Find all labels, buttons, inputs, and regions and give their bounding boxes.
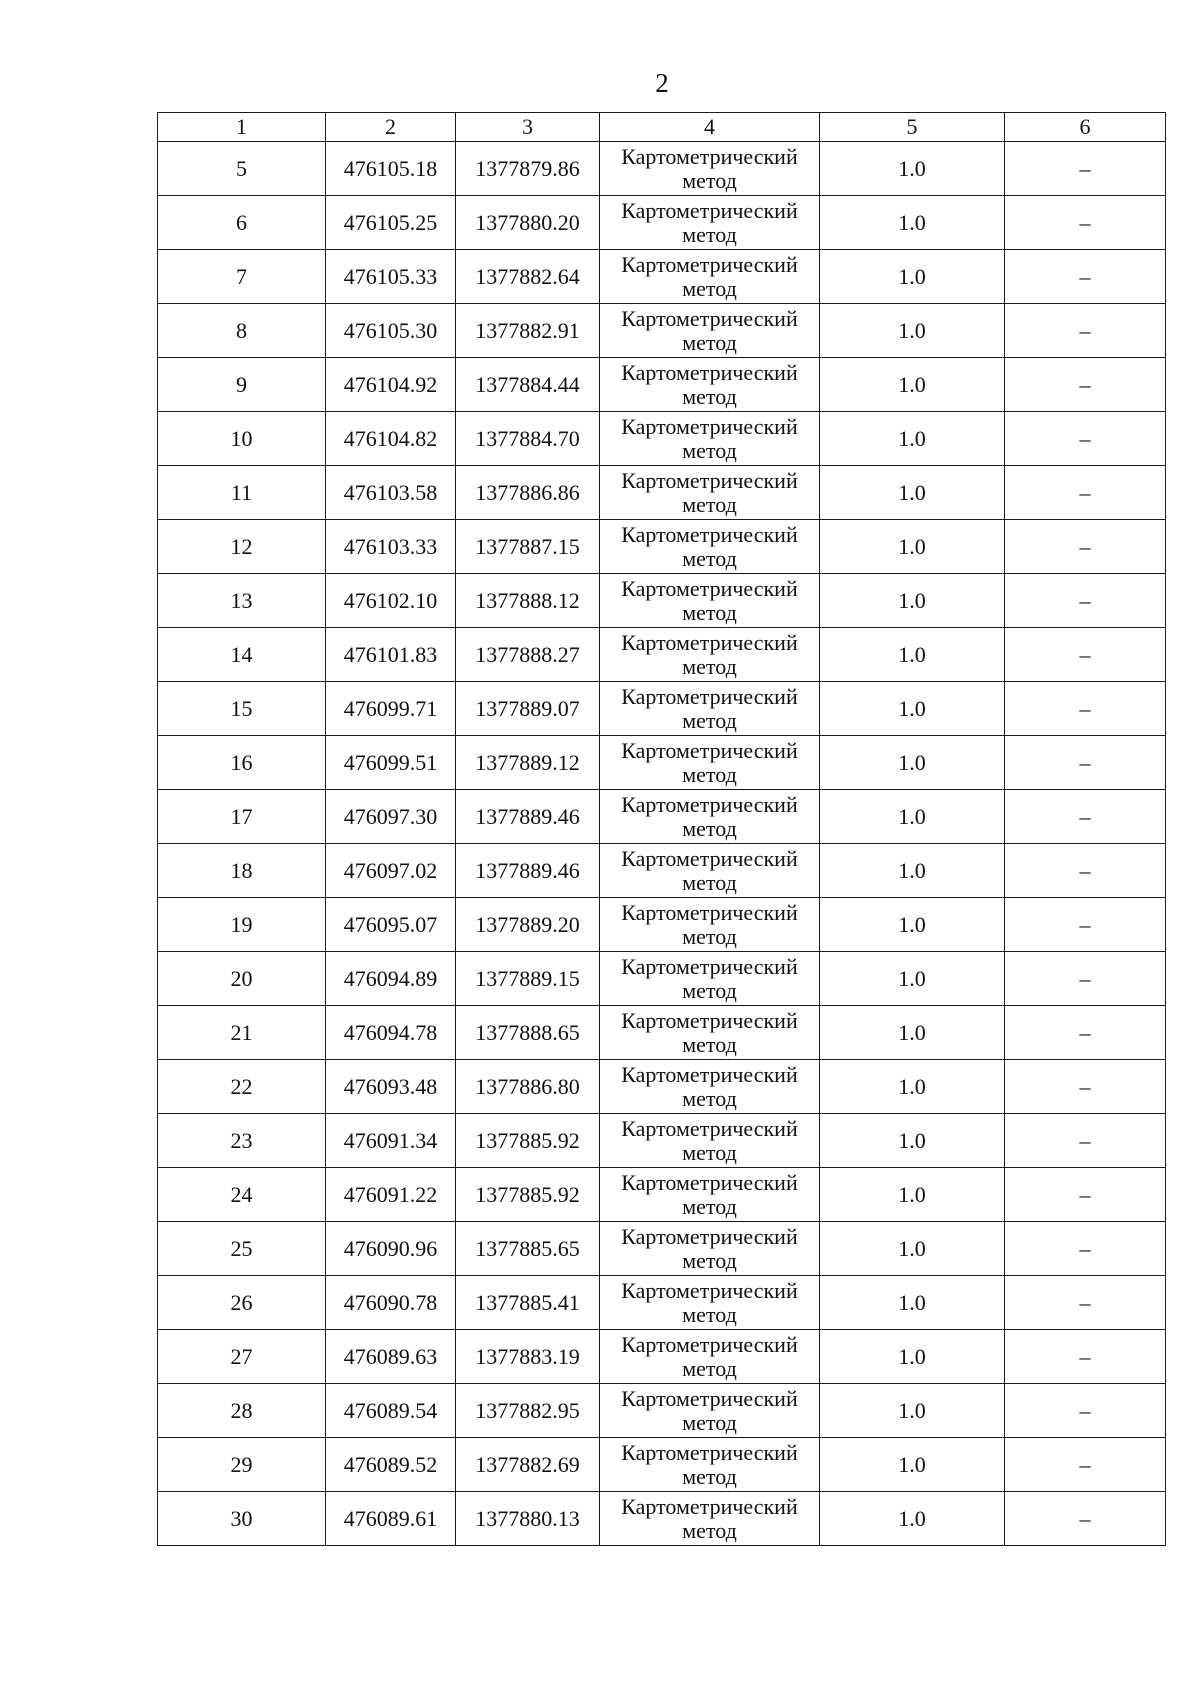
method-cell xyxy=(600,304,820,358)
accuracy-cell: 1.0 xyxy=(820,628,1005,682)
accuracy-cell: 1.0 xyxy=(820,898,1005,952)
table-row xyxy=(158,412,1166,466)
method-text-line: метод xyxy=(682,491,737,517)
point-number-cell: 28 xyxy=(158,1384,326,1438)
accuracy-cell: 1.0 xyxy=(820,1168,1005,1222)
accuracy-cell: 1.0 xyxy=(820,790,1005,844)
method-text-line: Картометрический xyxy=(621,305,798,331)
x-coordinate-cell: 476105.30 xyxy=(326,304,456,358)
table-row xyxy=(158,574,1166,628)
method-cell xyxy=(600,1060,820,1114)
accuracy-cell: 1.0 xyxy=(820,574,1005,628)
method-text-line: метод xyxy=(682,653,737,679)
y-coordinate-cell: 1377885.92 xyxy=(456,1168,600,1222)
table-row xyxy=(158,466,1166,520)
method-cell xyxy=(600,898,820,952)
method-text-line: Картометрический xyxy=(621,251,798,277)
x-coordinate-cell: 476099.71 xyxy=(326,682,456,736)
note-cell: – xyxy=(1005,1006,1166,1060)
note-cell: – xyxy=(1005,1168,1166,1222)
method-cell xyxy=(600,1330,820,1384)
table-row xyxy=(158,250,1166,304)
method-text-line: Картометрический xyxy=(621,1385,798,1411)
y-coordinate-cell: 1377887.15 xyxy=(456,520,600,574)
column-header-5: 5 xyxy=(820,113,1005,142)
accuracy-cell: 1.0 xyxy=(820,736,1005,790)
method-text-line: Картометрический xyxy=(621,197,798,223)
table-row xyxy=(158,736,1166,790)
method-text-line: метод xyxy=(682,1247,737,1273)
x-coordinate-cell: 476093.48 xyxy=(326,1060,456,1114)
method-text-line: метод xyxy=(682,1139,737,1165)
method-text-line: Картометрический xyxy=(621,359,798,385)
note-cell: – xyxy=(1005,628,1166,682)
table-row xyxy=(158,196,1166,250)
method-text-line: метод xyxy=(682,1193,737,1219)
x-coordinate-cell: 476097.30 xyxy=(326,790,456,844)
y-coordinate-cell: 1377889.46 xyxy=(456,844,600,898)
point-number-cell: 14 xyxy=(158,628,326,682)
x-coordinate-cell: 476099.51 xyxy=(326,736,456,790)
method-cell xyxy=(600,250,820,304)
accuracy-cell: 1.0 xyxy=(820,1060,1005,1114)
y-coordinate-cell: 1377886.80 xyxy=(456,1060,600,1114)
method-text-line: метод xyxy=(682,1463,737,1489)
method-cell xyxy=(600,1114,820,1168)
method-text-line: метод xyxy=(682,707,737,733)
point-number-cell: 25 xyxy=(158,1222,326,1276)
method-text-line: Картометрический xyxy=(621,1277,798,1303)
accuracy-cell: 1.0 xyxy=(820,1276,1005,1330)
accuracy-cell: 1.0 xyxy=(820,358,1005,412)
accuracy-cell: 1.0 xyxy=(820,952,1005,1006)
method-text-line: Картометрический xyxy=(621,1007,798,1033)
table-row xyxy=(158,1492,1166,1546)
accuracy-cell: 1.0 xyxy=(820,412,1005,466)
note-cell: – xyxy=(1005,412,1166,466)
x-coordinate-cell: 476102.10 xyxy=(326,574,456,628)
y-coordinate-cell: 1377885.65 xyxy=(456,1222,600,1276)
method-cell xyxy=(600,412,820,466)
method-cell xyxy=(600,142,820,196)
method-text-line: Картометрический xyxy=(621,1223,798,1249)
y-coordinate-cell: 1377889.46 xyxy=(456,790,600,844)
table-row xyxy=(158,1168,1166,1222)
y-coordinate-cell: 1377880.13 xyxy=(456,1492,600,1546)
note-cell: – xyxy=(1005,520,1166,574)
x-coordinate-cell: 476095.07 xyxy=(326,898,456,952)
method-text-line: метод xyxy=(682,383,737,409)
y-coordinate-cell: 1377884.44 xyxy=(456,358,600,412)
y-coordinate-cell: 1377885.41 xyxy=(456,1276,600,1330)
method-cell xyxy=(600,682,820,736)
table-row xyxy=(158,844,1166,898)
point-number-cell: 6 xyxy=(158,196,326,250)
method-cell xyxy=(600,1384,820,1438)
accuracy-cell: 1.0 xyxy=(820,520,1005,574)
column-header-1: 1 xyxy=(158,113,326,142)
y-coordinate-cell: 1377882.91 xyxy=(456,304,600,358)
header-row xyxy=(158,113,1166,142)
table-row xyxy=(158,358,1166,412)
table-row xyxy=(158,1330,1166,1384)
method-text-line: метод xyxy=(682,545,737,571)
method-text-line: Картометрический xyxy=(621,1439,798,1465)
method-cell xyxy=(600,952,820,1006)
point-number-cell: 8 xyxy=(158,304,326,358)
method-cell xyxy=(600,1438,820,1492)
method-text-line: метод xyxy=(682,1085,737,1111)
method-text-line: метод xyxy=(682,1409,737,1435)
method-cell xyxy=(600,358,820,412)
column-header-4: 4 xyxy=(600,113,820,142)
table-row xyxy=(158,952,1166,1006)
point-number-cell: 9 xyxy=(158,358,326,412)
accuracy-cell: 1.0 xyxy=(820,142,1005,196)
y-coordinate-cell: 1377882.95 xyxy=(456,1384,600,1438)
method-text-line: Картометрический xyxy=(621,899,798,925)
note-cell: – xyxy=(1005,1276,1166,1330)
accuracy-cell: 1.0 xyxy=(820,196,1005,250)
method-text-line: Картометрический xyxy=(621,143,798,169)
accuracy-cell: 1.0 xyxy=(820,1438,1005,1492)
note-cell: – xyxy=(1005,196,1166,250)
note-cell: – xyxy=(1005,304,1166,358)
table-row xyxy=(158,1438,1166,1492)
method-cell xyxy=(600,736,820,790)
x-coordinate-cell: 476089.63 xyxy=(326,1330,456,1384)
accuracy-cell: 1.0 xyxy=(820,1114,1005,1168)
point-number-cell: 13 xyxy=(158,574,326,628)
point-number-cell: 16 xyxy=(158,736,326,790)
method-text-line: Картометрический xyxy=(621,1115,798,1141)
method-cell xyxy=(600,1006,820,1060)
y-coordinate-cell: 1377880.20 xyxy=(456,196,600,250)
accuracy-cell: 1.0 xyxy=(820,682,1005,736)
accuracy-cell: 1.0 xyxy=(820,1384,1005,1438)
note-cell: – xyxy=(1005,682,1166,736)
method-cell xyxy=(600,1276,820,1330)
method-text-line: метод xyxy=(682,221,737,247)
note-cell: – xyxy=(1005,1114,1166,1168)
x-coordinate-cell: 476091.22 xyxy=(326,1168,456,1222)
method-text-line: Картометрический xyxy=(621,845,798,871)
method-text-line: метод xyxy=(682,923,737,949)
point-number-cell: 10 xyxy=(158,412,326,466)
table-row xyxy=(158,1114,1166,1168)
method-text-line: Картометрический xyxy=(621,1493,798,1519)
method-text-line: метод xyxy=(682,1355,737,1381)
method-text-line: метод xyxy=(682,167,737,193)
y-coordinate-cell: 1377889.20 xyxy=(456,898,600,952)
note-cell: – xyxy=(1005,898,1166,952)
accuracy-cell: 1.0 xyxy=(820,304,1005,358)
accuracy-cell: 1.0 xyxy=(820,1330,1005,1384)
y-coordinate-cell: 1377885.92 xyxy=(456,1114,600,1168)
y-coordinate-cell: 1377882.69 xyxy=(456,1438,600,1492)
x-coordinate-cell: 476101.83 xyxy=(326,628,456,682)
point-number-cell: 20 xyxy=(158,952,326,1006)
method-text-line: Картометрический xyxy=(621,953,798,979)
note-cell: – xyxy=(1005,1492,1166,1546)
note-cell: – xyxy=(1005,142,1166,196)
note-cell: – xyxy=(1005,358,1166,412)
column-header-6: 6 xyxy=(1005,113,1166,142)
point-number-cell: 30 xyxy=(158,1492,326,1546)
point-number-cell: 17 xyxy=(158,790,326,844)
note-cell: – xyxy=(1005,952,1166,1006)
x-coordinate-cell: 476091.34 xyxy=(326,1114,456,1168)
method-text-line: Картометрический xyxy=(621,413,798,439)
note-cell: – xyxy=(1005,1330,1166,1384)
table-row xyxy=(158,1384,1166,1438)
method-text-line: Картометрический xyxy=(621,1331,798,1357)
x-coordinate-cell: 476089.52 xyxy=(326,1438,456,1492)
table-row xyxy=(158,790,1166,844)
method-text-line: метод xyxy=(682,599,737,625)
point-number-cell: 23 xyxy=(158,1114,326,1168)
method-cell xyxy=(600,196,820,250)
method-text-line: метод xyxy=(682,437,737,463)
accuracy-cell: 1.0 xyxy=(820,1222,1005,1276)
point-number-cell: 12 xyxy=(158,520,326,574)
x-coordinate-cell: 476104.82 xyxy=(326,412,456,466)
method-text-line: Картометрический xyxy=(621,467,798,493)
accuracy-cell: 1.0 xyxy=(820,1492,1005,1546)
note-cell: – xyxy=(1005,1222,1166,1276)
table-row xyxy=(158,898,1166,952)
method-cell xyxy=(600,574,820,628)
accuracy-cell: 1.0 xyxy=(820,1006,1005,1060)
accuracy-cell: 1.0 xyxy=(820,466,1005,520)
note-cell: – xyxy=(1005,736,1166,790)
table-body xyxy=(158,113,1166,1546)
table-row xyxy=(158,520,1166,574)
method-text-line: метод xyxy=(682,761,737,787)
point-number-cell: 18 xyxy=(158,844,326,898)
point-number-cell: 29 xyxy=(158,1438,326,1492)
x-coordinate-cell: 476090.96 xyxy=(326,1222,456,1276)
table-row xyxy=(158,628,1166,682)
x-coordinate-cell: 476097.02 xyxy=(326,844,456,898)
y-coordinate-cell: 1377888.65 xyxy=(456,1006,600,1060)
method-text-line: Картометрический xyxy=(621,1061,798,1087)
y-coordinate-cell: 1377884.70 xyxy=(456,412,600,466)
x-coordinate-cell: 476089.61 xyxy=(326,1492,456,1546)
note-cell: – xyxy=(1005,790,1166,844)
method-text-line: Картометрический xyxy=(621,521,798,547)
y-coordinate-cell: 1377888.27 xyxy=(456,628,600,682)
method-cell xyxy=(600,520,820,574)
table-row xyxy=(158,1060,1166,1114)
point-number-cell: 15 xyxy=(158,682,326,736)
table-row xyxy=(158,682,1166,736)
method-text-line: Картометрический xyxy=(621,737,798,763)
method-text-line: Картометрический xyxy=(621,575,798,601)
method-cell xyxy=(600,628,820,682)
x-coordinate-cell: 476089.54 xyxy=(326,1384,456,1438)
method-cell xyxy=(600,1222,820,1276)
table-row xyxy=(158,1222,1166,1276)
accuracy-cell: 1.0 xyxy=(820,250,1005,304)
x-coordinate-cell: 476103.33 xyxy=(326,520,456,574)
x-coordinate-cell: 476105.25 xyxy=(326,196,456,250)
y-coordinate-cell: 1377889.15 xyxy=(456,952,600,1006)
x-coordinate-cell: 476094.89 xyxy=(326,952,456,1006)
column-header-3: 3 xyxy=(456,113,600,142)
method-cell xyxy=(600,790,820,844)
note-cell: – xyxy=(1005,1384,1166,1438)
note-cell: – xyxy=(1005,1060,1166,1114)
table-row xyxy=(158,1006,1166,1060)
method-text-line: метод xyxy=(682,275,737,301)
point-number-cell: 7 xyxy=(158,250,326,304)
point-number-cell: 24 xyxy=(158,1168,326,1222)
method-text-line: Картометрический xyxy=(621,683,798,709)
x-coordinate-cell: 476094.78 xyxy=(326,1006,456,1060)
y-coordinate-cell: 1377889.12 xyxy=(456,736,600,790)
y-coordinate-cell: 1377883.19 xyxy=(456,1330,600,1384)
point-number-cell: 22 xyxy=(158,1060,326,1114)
point-number-cell: 27 xyxy=(158,1330,326,1384)
coordinates-table xyxy=(157,112,1166,1546)
note-cell: – xyxy=(1005,844,1166,898)
method-cell xyxy=(600,1168,820,1222)
point-number-cell: 19 xyxy=(158,898,326,952)
note-cell: – xyxy=(1005,466,1166,520)
table-row xyxy=(158,142,1166,196)
method-text-line: метод xyxy=(682,977,737,1003)
page-number: 2 xyxy=(655,68,669,98)
method-text-line: метод xyxy=(682,1517,737,1543)
method-text-line: метод xyxy=(682,1031,737,1057)
note-cell: – xyxy=(1005,1438,1166,1492)
y-coordinate-cell: 1377886.86 xyxy=(456,466,600,520)
x-coordinate-cell: 476103.58 xyxy=(326,466,456,520)
table-row xyxy=(158,304,1166,358)
method-text-line: метод xyxy=(682,815,737,841)
column-header-2: 2 xyxy=(326,113,456,142)
point-number-cell: 11 xyxy=(158,466,326,520)
y-coordinate-cell: 1377888.12 xyxy=(456,574,600,628)
accuracy-cell: 1.0 xyxy=(820,844,1005,898)
note-cell: – xyxy=(1005,574,1166,628)
x-coordinate-cell: 476105.18 xyxy=(326,142,456,196)
point-number-cell: 21 xyxy=(158,1006,326,1060)
method-text-line: метод xyxy=(682,869,737,895)
method-text-line: метод xyxy=(682,1301,737,1327)
table-row xyxy=(158,1276,1166,1330)
point-number-cell: 26 xyxy=(158,1276,326,1330)
method-cell xyxy=(600,466,820,520)
method-text-line: Картометрический xyxy=(621,629,798,655)
x-coordinate-cell: 476105.33 xyxy=(326,250,456,304)
note-cell: – xyxy=(1005,250,1166,304)
y-coordinate-cell: 1377889.07 xyxy=(456,682,600,736)
x-coordinate-cell: 476090.78 xyxy=(326,1276,456,1330)
method-text-line: Картометрический xyxy=(621,1169,798,1195)
method-cell xyxy=(600,1492,820,1546)
method-text-line: метод xyxy=(682,329,737,355)
y-coordinate-cell: 1377879.86 xyxy=(456,142,600,196)
method-cell xyxy=(600,844,820,898)
y-coordinate-cell: 1377882.64 xyxy=(456,250,600,304)
method-text-line: Картометрический xyxy=(621,791,798,817)
x-coordinate-cell: 476104.92 xyxy=(326,358,456,412)
point-number-cell: 5 xyxy=(158,142,326,196)
